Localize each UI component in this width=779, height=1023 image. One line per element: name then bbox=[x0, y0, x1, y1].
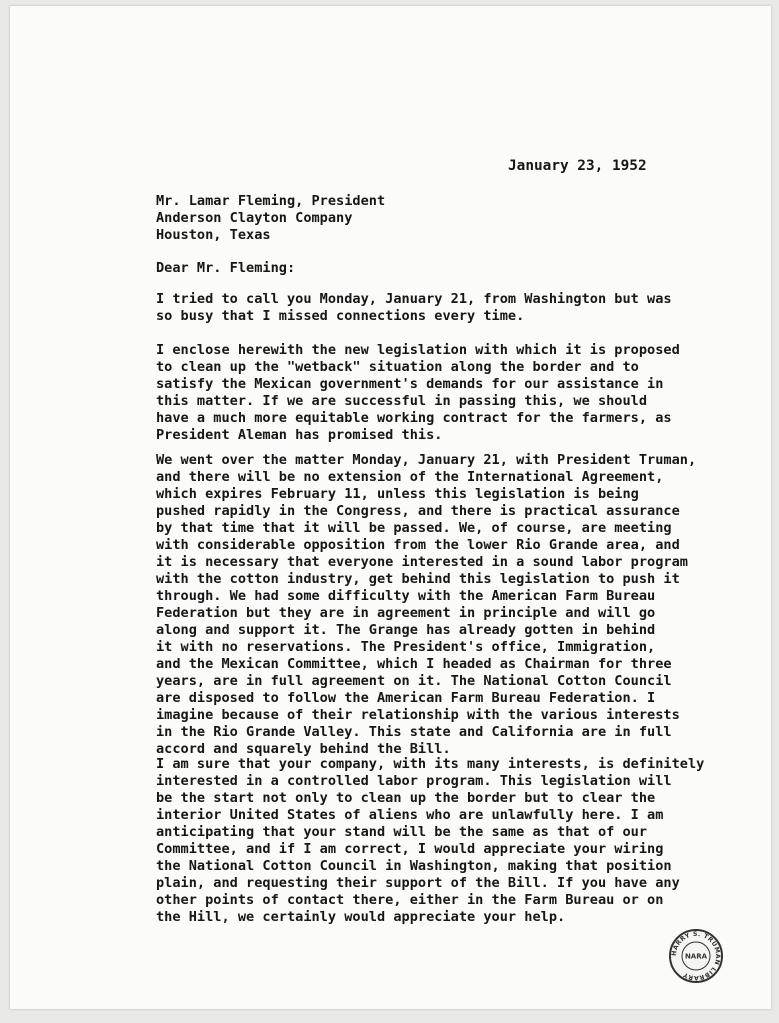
text-line: interior United States of aliens who are unlawfully here. I am bbox=[156, 807, 664, 823]
text-line: with the cotton industry, get behind this legislation to push it bbox=[156, 571, 680, 587]
text-line: We went over the matter Monday, January 21, with President Truman, bbox=[156, 452, 697, 468]
paragraph-2 bbox=[156, 342, 680, 444]
paragraph-4 bbox=[156, 756, 704, 926]
text-line: are disposed to follow the American Farm Bureau Federation. I bbox=[156, 690, 656, 706]
address-line: Mr. Lamar Fleming, President bbox=[156, 193, 386, 209]
text-line: other points of contact there, either in the Farm Bureau or on bbox=[156, 892, 664, 908]
stamp-center-text: NARA bbox=[684, 952, 708, 961]
address-line: Houston, Texas bbox=[156, 227, 271, 243]
text-line: satisfy the Mexican government's demands for our assistance in bbox=[156, 376, 664, 392]
address-line: Anderson Clayton Company bbox=[156, 210, 353, 226]
paragraph-3 bbox=[156, 452, 696, 758]
text-line: it with no reservations. The President's office, Immigration, bbox=[156, 639, 656, 655]
text-line: interested in a controlled labor program. This legislation will bbox=[156, 773, 672, 789]
text-line: to clean up the "wetback" situation along the border and to bbox=[156, 359, 639, 375]
text-line: along and support it. The Grange has already gotten in behind bbox=[156, 622, 656, 638]
text-line: the National Cotton Council in Washington, making that position bbox=[156, 858, 672, 874]
text-line: with considerable opposition from the lower Rio Grande area, and bbox=[156, 537, 680, 553]
text-line: and the Mexican Committee, which I headed as Chairman for three bbox=[156, 656, 672, 672]
salutation: Dear Mr. Fleming: bbox=[156, 260, 296, 276]
text-line: and there will be no extension of the International Agreement, bbox=[156, 469, 664, 485]
text-line: I tried to call you Monday, January 21, from Washington but was bbox=[156, 291, 672, 307]
text-line: accord and squarely behind the Bill. bbox=[156, 741, 451, 757]
text-line: the Hill, we certainly would appreciate your help. bbox=[156, 909, 566, 925]
text-line: it is necessary that everyone interested in a sound labor program bbox=[156, 554, 688, 570]
text-line: pushed rapidly in the Congress, and there is practical assurance bbox=[156, 503, 680, 519]
text-line: which expires February 11, unless this legislation is being bbox=[156, 486, 639, 502]
text-line: years, are in full agreement on it. The National Cotton Council bbox=[156, 673, 672, 689]
text-line: have a much more equitable working contract for the farmers, as bbox=[156, 410, 672, 426]
paragraph-1 bbox=[156, 291, 672, 325]
text-line: I am sure that your company, with its many interests, is definitely bbox=[156, 756, 705, 772]
stamp-ring-text: HARRY S. TRUMAN LIBRARY bbox=[670, 930, 722, 982]
text-line: Federation but they are in agreement in principle and will go bbox=[156, 605, 656, 621]
text-line: President Aleman has promised this. bbox=[156, 427, 443, 443]
text-line: by that time that it will be passed. We, of course, are meeting bbox=[156, 520, 672, 536]
text-line: Committee, and if I am correct, I would appreciate your wiring bbox=[156, 841, 664, 857]
text-line: plain, and requesting their support of the Bill. If you have any bbox=[156, 875, 680, 891]
text-line: I enclose herewith the new legislation with which it is proposed bbox=[156, 342, 680, 358]
letter-date: January 23, 1952 bbox=[508, 158, 647, 174]
text-line: anticipating that your stand will be the same as that of our bbox=[156, 824, 648, 840]
text-line: through. We had some difficulty with the American Farm Bureau bbox=[156, 588, 656, 604]
letter-page bbox=[10, 6, 771, 1009]
recipient-address bbox=[156, 193, 385, 244]
text-line: this matter. If we are successful in passing this, we should bbox=[156, 393, 648, 409]
text-line: imagine because of their relationship with the various interests bbox=[156, 707, 680, 723]
text-line: be the start not only to clean up the border but to clear the bbox=[156, 790, 656, 806]
text-line: so busy that I missed connections every time. bbox=[156, 308, 525, 324]
text-line: in the Rio Grande Valley. This state and California are in full bbox=[156, 724, 672, 740]
library-stamp-icon bbox=[668, 928, 724, 984]
